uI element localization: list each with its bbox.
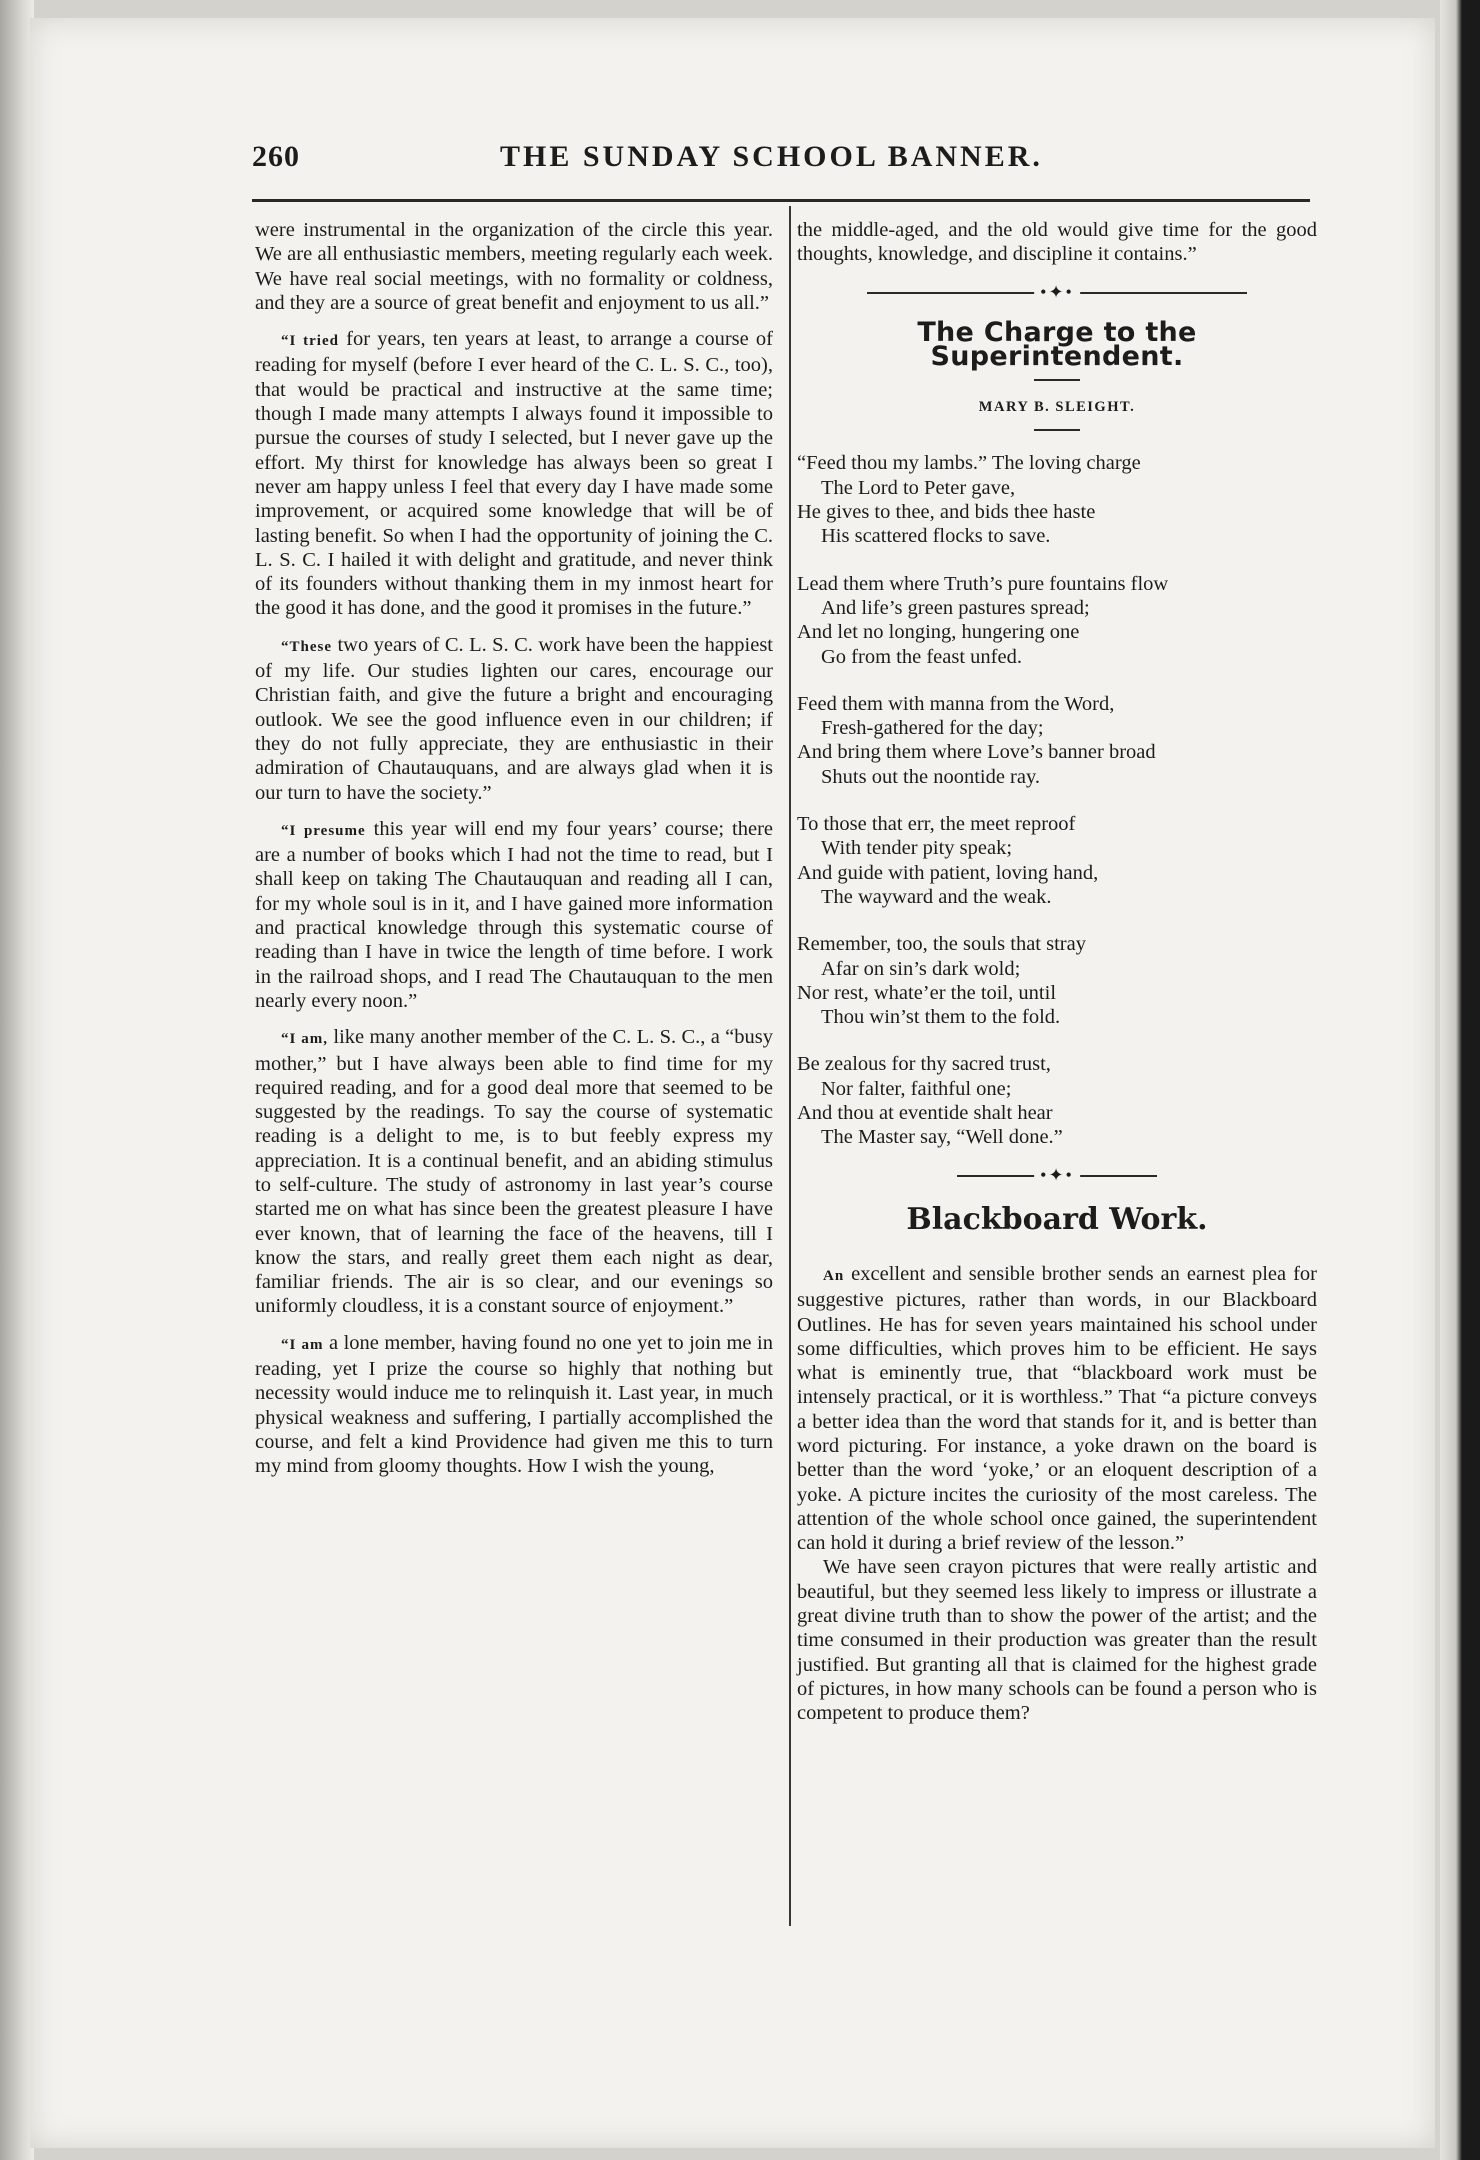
poem-stanza [797, 932, 1317, 1029]
poem-line: And guide with patient, loving hand, [797, 861, 1099, 884]
poem-line: “Feed thou my lambs.” The loving charge [797, 452, 1141, 475]
paragraph: “I presume this year will end my four years’ course; there are a number of books which I had not the time to read, but I shall keep on taking The Chautauquan and reading all I can, for my whole soul is in it, and I have gained more information and practical knowledge through this systematic course of reading than I have in twice the length of time before. I work in the railroad shops, and I read The Chautauquan to the men nearly every noon.” [255, 817, 773, 1012]
poem-stanza [797, 692, 1317, 789]
column-divider [789, 206, 791, 1926]
poem-line: Remember, too, the souls that stray [797, 933, 1086, 956]
paragraph: “I am a lone member, having found no one yet to join me in reading, yet I prize the course so highly that nothing but necessity would induce me to relinquish it. Last year, in much physical weakness and suffering, I partially accomplished the course, and felt a kind Providence had given me this to turn my mind from gloomy thoughts. How I wish the young, [255, 1331, 773, 1478]
poem-line: The Master say, “Well done.” [821, 1126, 1063, 1149]
paragraph-lead: An [823, 1267, 845, 1284]
header-rule [252, 199, 1310, 202]
poem-author: MARY B. SLEIGHT. [978, 399, 1136, 416]
page-binding [0, 0, 34, 2160]
poem-stanza [797, 572, 1317, 669]
poem-line: And life’s green pastures spread; [821, 596, 1090, 619]
ornament-icon: •✦• [1034, 280, 1080, 304]
poem-line: With tender pity speak; [821, 837, 1013, 860]
poem-line: Go from the feast unfed. [821, 645, 1022, 668]
poem-line: Afar on sin’s dark wold; [821, 957, 1021, 980]
section-title: Blackboard Work. [906, 1201, 1208, 1237]
paragraph: We have seen crayon pictures that were really artistic and beautiful, but they seemed less likely to impress or illustrate a great divine truth than to show the power of the artist; and the time consumed in their production was greater than the result justified. But granting all that is claimed for the highest grade of pictures, in how many schools can be found a person who is competent to produce them? [797, 1556, 1317, 1725]
poem-line: And thou at eventide shalt hear [797, 1102, 1053, 1125]
paragraph: “I am, like many another member of the C. L. S. C., a “busy mother,” but I have always been able to find time for my required reading, and for a good deal more that seemed to be suggested by the readings. To say the course of systematic reading is a delight to me, is to but feebly express my appreciation. It is a continual benefit, and an abiding stimulus to self-culture. The study of astronomy in last year’s course started me on what has since been the greatest pleasure I have ever known, that of learning the face of the heavens, till I know the stars, and really greet them each night as dear, familiar friends. The air is so clear, and our evenings so uniformly cloudless, it is a constant source of enjoyment.” [255, 1026, 773, 1318]
ornament-icon: •✦• [1034, 1163, 1080, 1187]
paragraph: An excellent and sensible brother sends an earnest plea for suggestive pictures, rather than words, in our Blackboard Outlines. He has for seven years maintained his school under some difficulties, which proves him to be efficient. He says what is eminently true, that “blackboard work must be intensely practical, or it is worthless.” That “a picture conveys a better idea than the word that stands for it, and is better than word picturing. For instance, a yoke drawn on the board is better than the word ‘yoke,’ or an eloquent description of a yoke. A picture incites the curiosity of the most careless. The attention of the whole school once gained, the superintendent can hold it during a brief review of the lesson.” [797, 1262, 1317, 1555]
paragraph: were instrumental in the organization of the circle this year. We are all enthusiastic members, meeting regularly each week. We have real social meetings, with no formality or coldness, and they are a source of great benefit and enjoyment to us all.” [255, 219, 773, 314]
page-edge [1440, 0, 1480, 2160]
poem-line: Lead them where Truth’s pure fountains flow [797, 572, 1169, 595]
poem-stanza [797, 1052, 1317, 1149]
poem-line: Feed them with manna from the Word, [797, 692, 1115, 715]
right-column [797, 218, 1317, 1726]
poem-title: The Charge to the Superintendent. [917, 316, 1197, 372]
poem-line: Nor falter, faithful one; [821, 1077, 1012, 1100]
poem-line: Shuts out the noontide ray. [821, 765, 1041, 788]
poem-line: And bring them where Love’s banner broad [797, 741, 1156, 764]
journal-title: THE SUNDAY SCHOOL BANNER. [500, 140, 1043, 173]
poem-line: Thou win’st them to the fold. [821, 1006, 1061, 1029]
poem-line: And let no longing, hungering one [797, 621, 1080, 644]
paragraph-lead: “I tried [281, 333, 339, 350]
poem [797, 451, 1317, 1149]
paragraph: “I tried for years, ten years at least, to arrange a course of reading for myself (before I ever heard of the C. L. S. C., too), that would be practical and instructive at the same time; though I made many attempts I always found it impossible to pursue the courses of study I selected, but I never gave up the effort. My thirst for knowledge has always been so great I never am happy unless I feel that every day I have made some improvement, or acquired some knowledge that will be of lasting benefit. So when I had the opportunity of joining the C. L. S. C. I hailed it with delight and gratitude, and never think of its founders without thanking them in my inmost heart for the good it has done, and the good it promises in the future.” [255, 328, 773, 620]
poem-line: Be zealous for thy sacred trust, [797, 1053, 1051, 1076]
running-header [252, 140, 1312, 190]
divider [1034, 379, 1080, 381]
poem-line: The Lord to Peter gave, [821, 476, 1016, 499]
continued-paragraph: the middle-aged, and the old would give time for the good thoughts, knowledge, and discipline it contains.” [797, 219, 1317, 266]
ornament-rule [957, 1164, 1157, 1188]
divider [1034, 429, 1080, 431]
left-column [255, 218, 773, 1479]
poem-line: He gives to thee, and bids thee haste [797, 501, 1096, 524]
poem-stanza [797, 451, 1317, 548]
poem-stanza [797, 812, 1317, 909]
paragraph: “These two years of C. L. S. C. work have been the happiest of my life. Our studies lighten our cares, encourage our Christian faith, and give the future a bright and encouraging outlook. We see the good influence even in our children; if they do not fully appreciate, they are enthusiastic in their admiration of Chautauquans, and are always glad when it is our turn to have the society.” [255, 633, 773, 804]
paragraph-lead: “These [281, 638, 332, 655]
poem-line: The wayward and the weak. [821, 885, 1052, 908]
paragraph-lead: “I am, [281, 1031, 329, 1048]
ornament-rule [867, 281, 1247, 305]
page-number: 260 [252, 140, 300, 173]
poem-line: Fresh-gathered for the day; [821, 717, 1044, 740]
poem-line: To those that err, the meet reproof [797, 813, 1076, 836]
paragraph-lead: “I am [281, 1336, 324, 1353]
paragraph-lead: “I presume [281, 822, 366, 839]
poem-line: His scattered flocks to save. [821, 525, 1051, 548]
poem-line: Nor rest, whate’er the toil, until [797, 981, 1057, 1004]
